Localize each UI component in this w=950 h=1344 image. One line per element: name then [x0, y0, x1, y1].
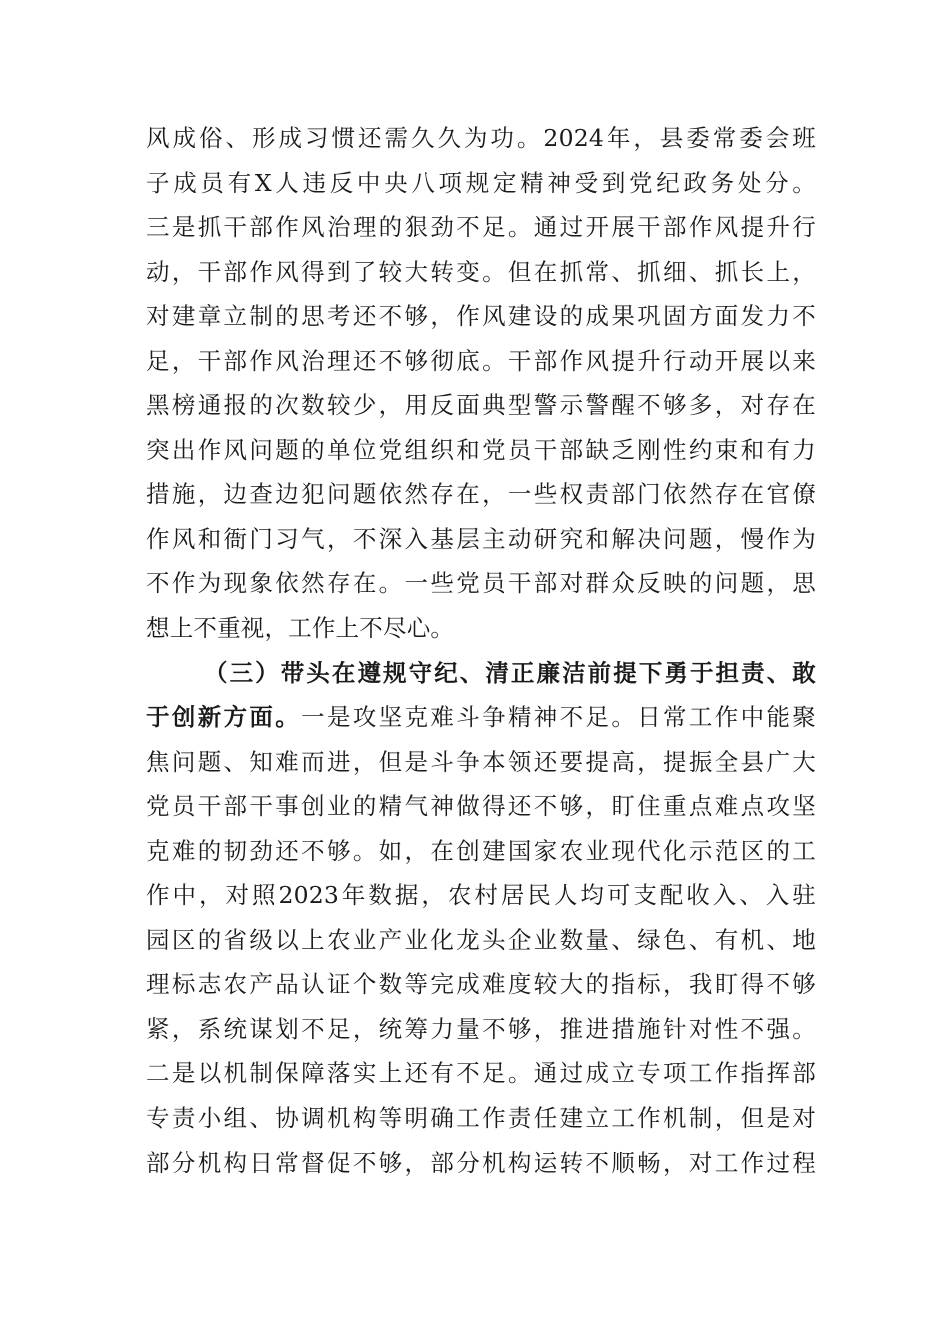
text-line: 想上不重视，工作上不尽心。: [146, 614, 455, 643]
text-line: 作风和衙门习气，不深入基层主动研究和解决问题，慢作为: [146, 524, 816, 553]
section-text: 一是攻坚克难斗争精神不足。日常工作中能聚: [301, 703, 817, 732]
text-line: 紧，系统谋划不足，统筹力量不够，推进措施针对性不强。: [146, 1014, 816, 1043]
text-line: 三是抓干部作风治理的狠劲不足。通过开展干部作风提升行: [146, 213, 816, 242]
text-line: 动，干部作风得到了较大转变。但在抓常、抓细、抓长上，: [146, 257, 816, 286]
text-line: 专责小组、协调机构等明确工作责任建立工作机制，但是对: [146, 1104, 816, 1133]
section-heading: （三）带头在遵规守纪、清正廉洁前提下勇于担责、敢: [204, 658, 816, 687]
text-line: [146, 695, 816, 740]
text-line: 二是以机制保障落实上还有不足。通过成立专项工作指挥部: [146, 1059, 816, 1088]
text-line: 园区的省级以上农业产业化龙头企业数量、绿色、有机、地: [146, 925, 816, 954]
text-line: 作中，对照2023年数据，农村居民人均可支配收入、入驻: [146, 881, 816, 910]
text-line: 子成员有X人违反中央八项规定精神受到党纪政务处分。: [146, 168, 816, 197]
text-line: 理标志农产品认证个数等完成难度较大的指标，我盯得不够: [146, 970, 816, 999]
text-line: 足，干部作风治理还不够彻底。干部作风提升行动开展以来: [146, 346, 816, 375]
text-line: 风成俗、形成习惯还需久久为功。2024年，县委常委会班: [146, 124, 816, 152]
text-line: 部分机构日常督促不够，部分机构运转不顺畅，对工作过程: [146, 1148, 816, 1177]
text-line: 突出作风问题的单位党组织和党员干部缺乏刚性约束和有力: [146, 435, 816, 464]
text-line: 克难的韧劲还不够。如，在创建国家农业现代化示范区的工: [146, 836, 816, 865]
text-line: 焦问题、知难而进，但是斗争本领还要提高，提振全县广大: [146, 747, 816, 776]
section-heading-continued: 于创新方面。: [146, 703, 302, 732]
text-line: 措施，边查边犯问题依然存在，一些权责部门依然存在官僚: [146, 480, 816, 509]
text-line: 党员干部干事创业的精气神做得还不够，盯住重点难点攻坚: [146, 792, 816, 821]
text-line: 黑榜通报的次数较少，用反面典型警示警醒不够多，对存在: [146, 391, 816, 420]
text-line: 不作为现象依然存在。一些党员干部对群众反映的问题，思: [146, 569, 816, 598]
text-line: 对建章立制的思考还不够，作风建设的成果巩固方面发力不: [146, 302, 816, 331]
body-text: [146, 116, 816, 1185]
